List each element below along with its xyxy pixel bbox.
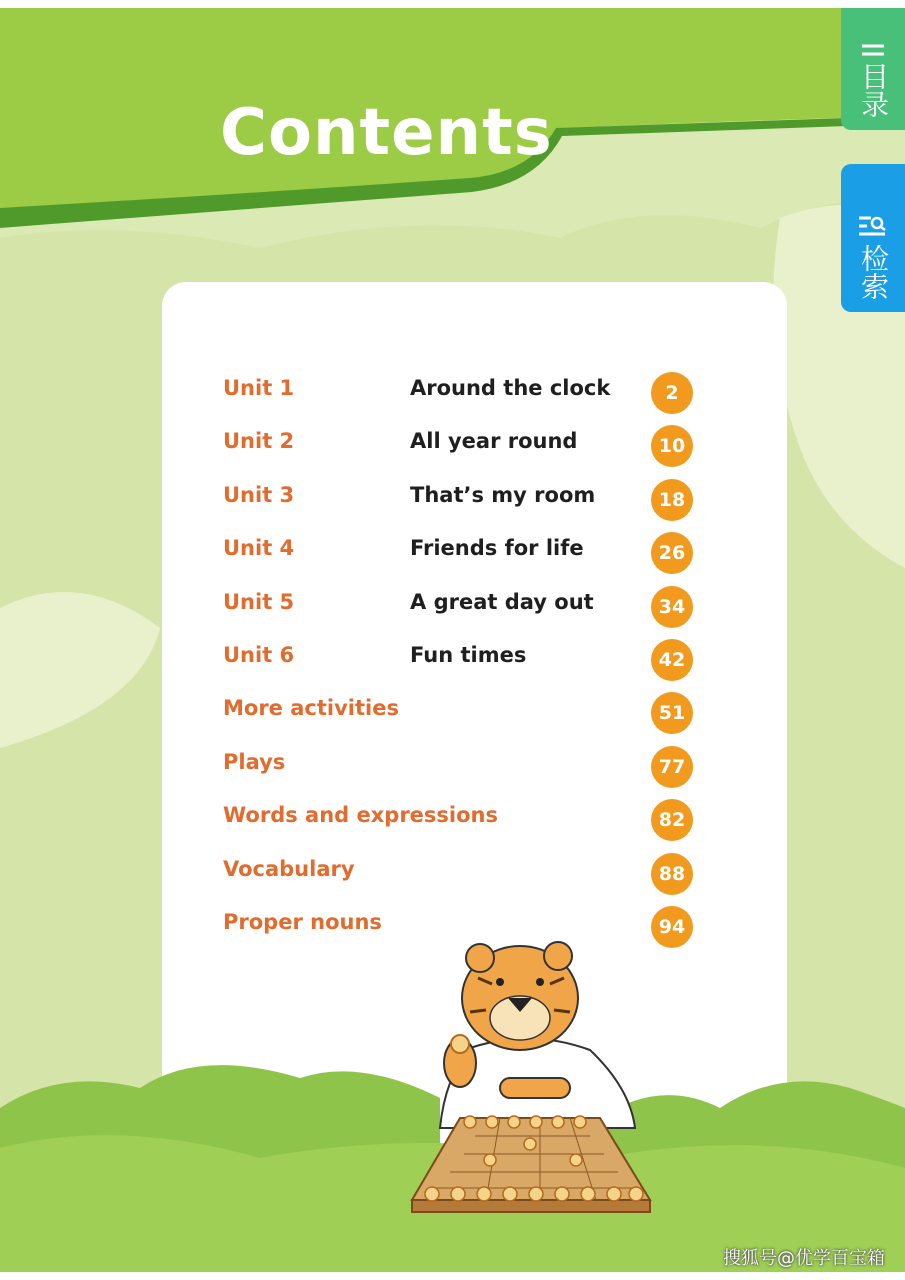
toc-entry-label: Plays xyxy=(223,749,286,774)
toc-entry-topic: Fun times xyxy=(410,642,527,667)
page-number-badge: 2 xyxy=(651,372,693,414)
page-number-badge: 42 xyxy=(651,639,693,681)
page-number-badge: 34 xyxy=(651,586,693,628)
toc-entry[interactable] xyxy=(223,746,723,799)
toc-entry[interactable] xyxy=(223,853,723,906)
page-number-badge: 51 xyxy=(651,692,693,734)
watermark: 搜狐号@优学百宝箱 xyxy=(723,1248,885,1269)
toc-entry[interactable] xyxy=(223,906,723,959)
toc-entry[interactable] xyxy=(223,372,723,425)
toc-entry[interactable] xyxy=(223,799,723,852)
page-number-badge: 94 xyxy=(651,906,693,948)
toc-entry-label: Vocabulary xyxy=(223,856,355,881)
toc-entry-topic: That’s my room xyxy=(410,482,596,507)
toc-entry-label: Unit 2 xyxy=(223,429,295,454)
back-arrow-icon xyxy=(858,38,888,58)
toc-entry-topic: All year round xyxy=(410,429,578,454)
book-page xyxy=(0,8,905,1272)
toc-entry[interactable] xyxy=(223,692,723,745)
toc-entry[interactable] xyxy=(223,425,723,478)
page-number-badge: 18 xyxy=(651,479,693,521)
toc-entry-topic: Around the clock xyxy=(410,376,611,400)
toc-entry-label: Unit 5 xyxy=(223,589,295,614)
contents-list xyxy=(223,372,723,959)
page-number-badge: 26 xyxy=(651,532,693,574)
toc-entry[interactable] xyxy=(223,586,723,639)
toc-entry-topic: A great day out xyxy=(410,589,594,614)
toc-entry-label: Words and expressions xyxy=(223,803,498,828)
page-number-badge: 88 xyxy=(651,853,693,895)
toc-entry-label: Unit 6 xyxy=(223,642,295,667)
page-title: Contents xyxy=(220,96,553,170)
search-tab-label: 检索 xyxy=(857,244,890,300)
search-list-icon xyxy=(857,214,889,240)
toc-tab-label: 目录 xyxy=(857,62,890,118)
toc-entry-label: More activities xyxy=(223,696,399,721)
page-number-badge: 82 xyxy=(651,799,693,841)
toc-entry-label: Unit 1 xyxy=(223,376,295,400)
toc-entry-label: Proper nouns xyxy=(223,909,382,934)
page-number-badge: 10 xyxy=(651,425,693,467)
toc-entry-label: Unit 3 xyxy=(223,482,295,507)
toc-entry[interactable] xyxy=(223,639,723,692)
search-side-tab[interactable] xyxy=(841,164,905,312)
tiger-playing-chess-illustration xyxy=(400,938,670,1228)
toc-entry-topic: Friends for life xyxy=(410,536,584,561)
toc-entry[interactable] xyxy=(223,532,723,585)
toc-entry[interactable] xyxy=(223,479,723,532)
toc-entry-label: Unit 4 xyxy=(223,536,295,561)
toc-side-tab[interactable] xyxy=(841,8,905,130)
page-number-badge: 77 xyxy=(651,746,693,788)
